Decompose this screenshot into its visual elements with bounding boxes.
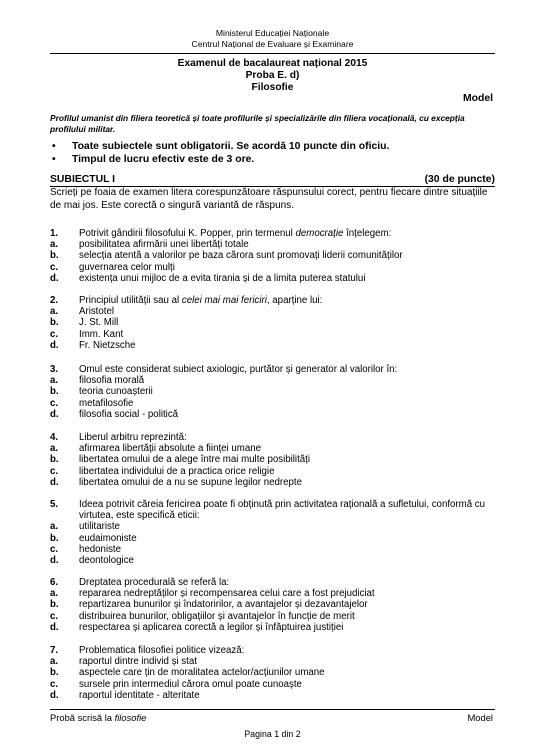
answer-option: [50, 454, 495, 465]
option-letter: a.: [50, 306, 59, 318]
exam-title: [0, 58, 545, 94]
answer-option: [50, 667, 495, 678]
stem-text: Ideea potrivit căreia fericirea poate fi obținută prin activitatea rațională a sufletului, conformă cu virtutea, este specifică eticii:: [79, 499, 486, 522]
question-stem: [50, 295, 495, 306]
answer-option: [50, 599, 495, 610]
answer-option: [50, 533, 495, 544]
answer-option: [50, 239, 495, 250]
stem-text: Problematica filosofiei politice vizează:: [79, 645, 245, 656]
rule-item: [50, 153, 389, 166]
question-number: 3.: [50, 364, 59, 375]
option-text: Fr. Nietzsche: [79, 339, 136, 351]
subject-instructions: Scrieți pe foaia de examen litera corespunzătoare răspunsului corect, pentru fiecare dintre situațiile de mai jos. Este corectă o singură variantă de răspuns.: [50, 187, 488, 211]
stem-italic-term: democrație: [295, 228, 344, 239]
option-text: raportul identitate - alteritate: [79, 689, 200, 701]
footer-model-label: Model: [467, 712, 493, 723]
option-letter: b.: [50, 386, 59, 398]
answer-option: [50, 588, 495, 599]
option-text: utilitariste: [79, 521, 120, 533]
option-letter: a.: [50, 521, 59, 533]
question-1: [50, 228, 495, 284]
answer-option: [50, 555, 495, 566]
option-text: teoria cunoașterii: [79, 386, 153, 398]
stem-text-end: , aparține lui:: [266, 295, 323, 306]
option-text: libertatea omului de a nu se supune legilor nedrepte: [79, 476, 302, 488]
question-number: 4.: [50, 432, 59, 443]
answer-option: [50, 656, 495, 667]
option-letter: a.: [50, 239, 59, 251]
question-number: 7.: [50, 645, 59, 656]
rule-text: Timpul de lucru efectiv este de 3 ore.: [72, 154, 255, 165]
answer-option: [50, 477, 495, 488]
option-text: aspectele care țin de moralitatea actelor/acțiunilor umane: [79, 667, 325, 679]
option-text: hedoniste: [79, 543, 122, 555]
answer-option: [50, 544, 495, 555]
option-letter: b.: [50, 250, 59, 262]
question-stem: [50, 645, 495, 656]
answer-option: [50, 306, 495, 317]
option-text: selecția atentă a valorilor pe baza cărora sunt promovați liderii comunităților: [79, 250, 403, 262]
option-letter: d.: [50, 339, 59, 351]
option-letter: c.: [50, 678, 59, 690]
option-letter: a.: [50, 375, 59, 387]
option-letter: b.: [50, 454, 59, 466]
option-letter: c.: [50, 328, 59, 340]
exam-rules: [50, 140, 389, 166]
question-stem: [50, 577, 495, 588]
exam-title-line3: Filosofie: [251, 82, 294, 93]
option-text: sursele prin intermediul cărora omul poate cunoaște: [79, 678, 302, 690]
option-letter: d.: [50, 408, 59, 420]
stem-text: Dreptatea procedurală se referă la:: [79, 577, 230, 588]
answer-option: [50, 329, 495, 340]
option-letter: c.: [50, 610, 59, 622]
option-letter: c.: [50, 465, 59, 477]
answer-option: [50, 466, 495, 477]
stem-text: Principiul utilității sau al: [79, 295, 182, 306]
answer-option: [50, 273, 495, 284]
option-letter: c.: [50, 543, 59, 555]
option-text: repararea nedreptăților și recompensarea celui care a fost prejudiciat: [79, 588, 375, 600]
answer-option: [50, 521, 495, 532]
page-number: Pagina 1 din 2: [244, 729, 301, 739]
ministry-name: Ministerul Educației Naționale: [215, 28, 330, 38]
answer-option: [50, 262, 495, 273]
question-stem: [50, 228, 495, 239]
option-letter: d.: [50, 621, 59, 633]
option-text: libertatea omului de a alege între mai multe posibilități: [79, 454, 311, 466]
answer-option: [50, 398, 495, 409]
option-letter: b.: [50, 317, 59, 329]
question-stem: [50, 499, 495, 521]
exam-title-line2: Proba E. d): [245, 70, 300, 81]
exam-title-line1: Examenul de bacalaureat național 2015: [177, 58, 368, 69]
question-number: 6.: [50, 577, 59, 588]
option-letter: d.: [50, 555, 59, 567]
option-text: filosofia social - politică: [79, 408, 179, 420]
option-text: respectarea și aplicarea corectă a legilor și înfăptuirea justiției: [79, 621, 344, 633]
option-text: raportul dintre individ și stat: [79, 656, 197, 668]
option-letter: b.: [50, 532, 59, 544]
answer-option: [50, 317, 495, 328]
question-stem: [50, 432, 495, 443]
option-letter: d.: [50, 476, 59, 488]
option-text: libertatea individului de a practica orice religie: [79, 465, 275, 477]
option-text: Imm. Kant: [79, 328, 124, 340]
option-letter: b.: [50, 599, 59, 611]
stem-text-end: înțelegem:: [343, 228, 392, 239]
question-3: [50, 364, 495, 420]
option-text: eudaimoniste: [79, 532, 137, 544]
option-text: afirmarea libertății absolute a ființei umane: [79, 443, 262, 455]
option-text: repartizarea bunurilor și îndatoririlor, a avantajelor și dezavantajelor: [79, 599, 368, 611]
subject-points: (30 de puncte): [424, 174, 495, 185]
question-4: [50, 432, 495, 488]
option-letter: d.: [50, 272, 59, 284]
option-letter: b.: [50, 667, 59, 679]
profile-note: Profilul umanist din filiera teoretică și toate profilurile și specializările din filiera vocațională, cu excepția profilului militar.: [50, 113, 465, 134]
model-label: Model: [462, 93, 493, 104]
answer-option: [50, 375, 495, 386]
rule-item: [50, 140, 389, 153]
subject-title: SUBIECTUL I: [50, 174, 116, 185]
stem-text: Omul este considerat subiect axiologic, purtător și generator al valorilor în:: [79, 364, 398, 375]
option-text: metafilosofie: [79, 397, 134, 409]
answer-option: [50, 690, 495, 701]
bullet-icon: •: [52, 141, 56, 152]
answer-option: [50, 386, 495, 397]
answer-option: [50, 340, 495, 351]
answer-option: [50, 622, 495, 633]
question-7: [50, 645, 495, 701]
stem-text: Liberul arbitru reprezintă:: [79, 432, 187, 443]
rule-text: Toate subiectele sunt obligatorii. Se acordă 10 puncte din oficiu.: [72, 141, 390, 152]
subject-heading: [50, 174, 495, 187]
option-text: distribuirea bunurilor, obligațiilor și avantajelor în funcție de merit: [79, 610, 355, 622]
option-letter: c.: [50, 261, 59, 273]
option-text: guvernarea celor mulți: [79, 261, 175, 273]
option-text: existența unui mijloc de a evita tirania și de a limita puterea statului: [79, 272, 366, 284]
answer-option: [50, 679, 495, 690]
question-number: 5.: [50, 499, 59, 510]
question-5: [50, 499, 495, 566]
footer-divider: [50, 709, 495, 710]
option-text: deontologice: [79, 555, 134, 567]
answer-option: [50, 611, 495, 622]
option-text: filosofia morală: [79, 375, 145, 387]
question-number: 1.: [50, 228, 59, 239]
option-text: posibilitatea afirmării unei libertăți totale: [79, 239, 249, 251]
option-letter: a.: [50, 443, 59, 455]
stem-italic-term: celei mai mai fericiri: [181, 295, 267, 306]
answer-option: [50, 409, 495, 420]
option-text: Aristotel: [79, 306, 114, 318]
footer-subject-italic: filosofie: [114, 712, 147, 723]
answer-option: [50, 250, 495, 261]
question-6: [50, 577, 495, 633]
option-letter: a.: [50, 656, 59, 668]
footer-subject-text: Probă scrisă la: [50, 712, 115, 723]
question-stem: [50, 364, 495, 375]
evaluation-center-name: Centrul Național de Evaluare și Examinare: [191, 39, 354, 49]
footer-subject: [50, 712, 146, 723]
header-divider: [50, 53, 495, 54]
question-number: 2.: [50, 295, 59, 306]
option-letter: d.: [50, 689, 59, 701]
option-letter: c.: [50, 397, 59, 409]
option-letter: a.: [50, 588, 59, 600]
option-text: J. St. Mill: [79, 317, 119, 329]
answer-option: [50, 443, 495, 454]
ministry-header: [0, 28, 545, 50]
question-2: [50, 295, 495, 351]
bullet-icon: •: [52, 154, 56, 165]
stem-text: Potrivit gândirii filosofului K. Popper, prin termenul: [79, 228, 296, 239]
